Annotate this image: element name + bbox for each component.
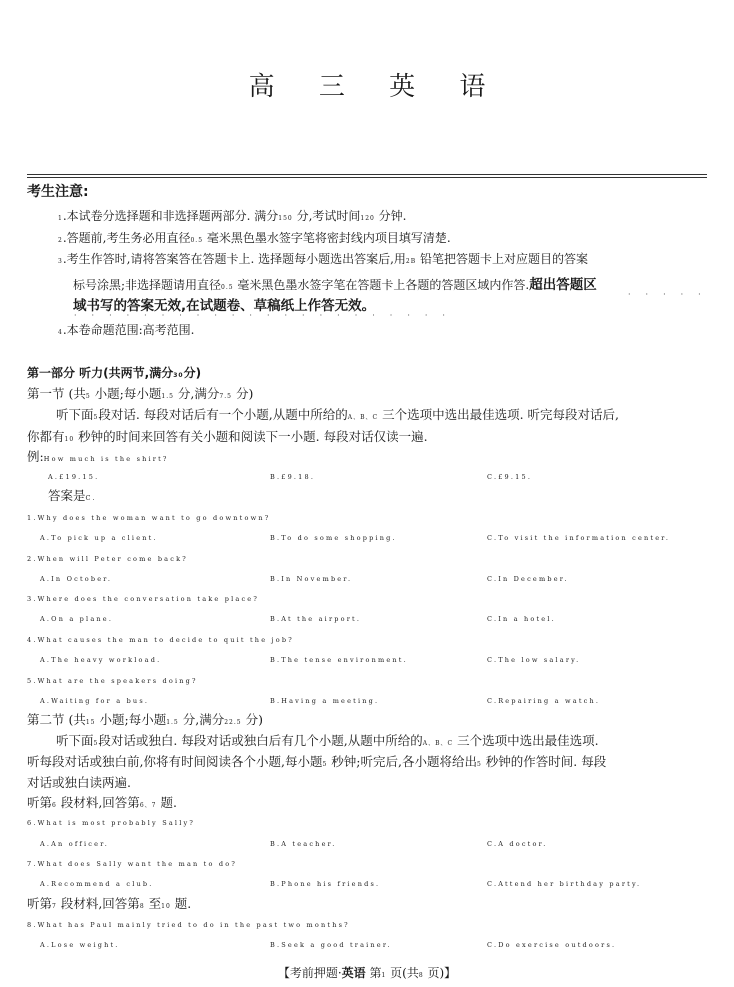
page-number: 1: [381, 972, 387, 979]
instr-text: 你都有: [27, 429, 65, 444]
count-value: 5: [93, 740, 99, 747]
instr-text: 段对话. 每段对话后有一个小题,从题中所给的: [98, 407, 348, 422]
instr-text: 秒钟;听完后,各小题将给出: [331, 754, 477, 769]
section1-instructions-line2: [27, 427, 428, 445]
footer-subject: 英语: [341, 966, 366, 980]
option-4a: A.The heavy workload.: [40, 656, 162, 664]
notice-item-3-line3: 域书写的答案无效,在试题卷、草稿纸上作答无效。: [73, 298, 376, 314]
option-1a: A.To pick up a client.: [40, 534, 158, 542]
option-3b: B.At the airport.: [270, 615, 362, 623]
footer-text: 页)】: [427, 966, 457, 980]
example-option-c: C.£9.15.: [487, 473, 533, 481]
heading-text: 题.: [174, 896, 192, 911]
emphasis-dots: ·····: [628, 290, 716, 299]
heading-text: 分,满分: [177, 386, 220, 401]
notice-title: 考生注意:: [27, 184, 89, 200]
material-7-heading: [27, 894, 191, 912]
material-number: 6: [52, 802, 57, 809]
heading-text: 至: [148, 896, 162, 911]
item-text: .本试卷分选择题和非选择题两部分. 满分: [62, 209, 279, 223]
section2-instructions-line3: 对话或独白读两遍.: [27, 775, 131, 790]
material-number: 7: [52, 903, 57, 910]
score-value: 7.5: [219, 393, 232, 400]
seconds-value: 10: [64, 436, 75, 443]
count-value: 5: [85, 393, 91, 400]
question-3: 3.Where does the conversation take place?: [27, 595, 260, 603]
question-7: 7.What does Sally want the man to do?: [27, 860, 238, 868]
score-value: 1.5: [161, 393, 174, 400]
footer-text: 【考前押题·: [277, 966, 342, 980]
option-6c: C.A doctor.: [487, 840, 548, 848]
question-range: 6、7: [139, 802, 157, 809]
option-4c: C.The low salary.: [487, 656, 581, 664]
item-text: 分钟.: [378, 209, 407, 223]
heading-text: 第二节 (共: [27, 712, 86, 727]
option-6b: B.A teacher.: [270, 840, 337, 848]
item-number: 2: [58, 237, 63, 244]
item-text: .考生作答时,请将答案答在答题卡上. 选择题每小题选出答案后,用: [62, 252, 406, 266]
score-value: 22.5: [224, 719, 242, 726]
item-text: 毫米黑色墨水签字笔在答题卡上各题的答题区域内作答.: [237, 278, 530, 292]
option-2a: A.In October.: [40, 575, 113, 583]
heading-text: 分): [183, 366, 202, 380]
heading-text: 分,满分: [182, 712, 225, 727]
item-number: 1: [58, 215, 63, 222]
example-option-a: A.£19.15.: [48, 473, 100, 481]
divider-line: [27, 177, 707, 178]
heading-text: 段材料,回答第: [60, 896, 140, 911]
diameter-value: 0.5: [190, 237, 204, 244]
page-total: 8: [418, 972, 424, 979]
question-5: 5.What are the speakers doing?: [27, 677, 198, 685]
question-8: 8.What has Paul mainly tried to do in the past two months?: [27, 921, 350, 929]
heading-text: 题.: [160, 795, 177, 810]
footer-text: 第: [369, 966, 382, 980]
instr-text: 秒钟的作答时间. 每段: [485, 754, 607, 769]
option-8b: B.Seek a good trainer.: [270, 941, 392, 949]
emphasis-dots: ······················: [74, 311, 460, 320]
section1-heading: [27, 384, 253, 402]
item-text: 铅笔把答题卡上对应题目的答案: [419, 252, 588, 266]
heading-text: 听第: [27, 896, 53, 911]
heading-text: 小题;每小题: [94, 386, 162, 401]
score-value: 1.5: [166, 719, 179, 726]
heading-text: 听第: [27, 795, 53, 810]
notice-item-3: [58, 250, 588, 267]
time-value: 120: [360, 215, 375, 222]
option-5a: A.Waiting for a bus.: [40, 697, 150, 705]
option-7a: A.Recommend a club.: [40, 880, 154, 888]
count-value: 15: [85, 719, 96, 726]
heading-text: 分): [235, 386, 254, 401]
item-text: 毫米黑色墨水签字笔将密封线内项目填写清楚.: [206, 231, 451, 245]
option-6a: A.An officer.: [40, 840, 110, 848]
count-value: 5: [93, 414, 99, 421]
option-5c: C.Repairing a watch.: [487, 697, 601, 705]
page-title: 高 三 英 语: [248, 72, 504, 102]
example-answer: [48, 486, 97, 504]
option-1c: C.To visit the information center.: [487, 534, 671, 542]
item-text: 分,考试时间: [296, 209, 361, 223]
divider-line: [27, 174, 707, 175]
option-5b: B.Having a meeting.: [270, 697, 380, 705]
notice-item-4: [58, 321, 195, 338]
part1-heading: [27, 364, 201, 381]
option-3c: C.In a hotel.: [487, 615, 556, 623]
question-4: 4.What causes the man to decide to quit the job?: [27, 636, 294, 644]
section2-instructions-line2: [27, 752, 606, 770]
option-8c: C.Do exercise outdoors.: [487, 941, 617, 949]
heading-text: 第一节 (共: [27, 386, 86, 401]
option-3a: A.On a plane.: [40, 615, 114, 623]
emphasis-text: 超出答题区: [529, 277, 597, 293]
item-text: .本卷命题范围:高考范围.: [62, 323, 195, 337]
instr-text: 听下面: [56, 407, 94, 422]
material-6-heading: [27, 793, 177, 811]
instr-text: 段对话或独白. 每段对话或独白后有几个小题,从题中所给的: [98, 733, 423, 748]
seconds-value: 5: [476, 761, 482, 768]
question-1: 1.Why does the woman want to go downtown?: [27, 514, 271, 522]
example-line: [27, 447, 169, 465]
options-label: A、B、C: [347, 414, 379, 421]
pencil-value: 2B: [405, 258, 417, 265]
instr-text: 听每段对话或独白前,你将有时间阅读各个小题,每小题: [27, 754, 323, 769]
heading-text: 小题;每小题: [99, 712, 167, 727]
score-value: 30: [173, 372, 184, 379]
question-2: 2.When will Peter come back?: [27, 555, 188, 563]
example-question: How much is the shirt?: [43, 455, 169, 463]
option-4b: B.The tense environment.: [270, 656, 408, 664]
instr-text: 三个选项中选出最佳选项. 听完每段对话后,: [382, 407, 620, 422]
section2-instructions-line1: [56, 731, 599, 749]
item-text: 标号涂黑;非选择题请用直径: [73, 278, 222, 292]
notice-item-3-line2: [73, 273, 597, 293]
example-option-b: B.£9.18.: [270, 473, 316, 481]
diameter-value: 0.5: [221, 284, 234, 291]
instr-text: 听下面: [56, 733, 94, 748]
question-range: 10: [161, 903, 171, 910]
section1-instructions-line1: [56, 405, 619, 423]
seconds-value: 5: [322, 761, 328, 768]
option-8a: A.Lose weight.: [40, 941, 120, 949]
option-7c: C.Attend her birthday party.: [487, 880, 642, 888]
instr-text: 秒钟的时间来回答有关小题和阅读下一小题. 每段对话仅读一遍.: [78, 429, 428, 444]
answer-label: 答案是: [48, 488, 86, 503]
option-2b: B.In November.: [270, 575, 353, 583]
footer-text: 页(共: [390, 966, 419, 980]
question-range: 8: [139, 903, 145, 910]
heading-text: 第一部分 听力(共两节,满分: [27, 366, 174, 380]
notice-item-2: [58, 229, 451, 246]
item-text: .答题前,考生务必用直径: [62, 231, 191, 245]
question-6: 6.What is most probably Sally?: [27, 819, 196, 827]
page-footer: [0, 964, 734, 981]
section2-heading: [27, 710, 263, 728]
instr-text: 三个选项中选出最佳选项.: [457, 733, 599, 748]
heading-text: 分): [245, 712, 263, 727]
option-7b: B.Phone his friends.: [270, 880, 381, 888]
answer-value: C.: [85, 494, 97, 502]
item-number: 3: [58, 258, 63, 265]
option-1b: B.To do some shopping.: [270, 534, 397, 542]
option-2c: C.In December.: [487, 575, 569, 583]
options-label: A、B、C: [422, 740, 454, 747]
example-label: 例:: [27, 449, 44, 464]
heading-text: 段材料,回答第: [60, 795, 140, 810]
score-value: 150: [278, 215, 293, 222]
item-number: 4: [58, 329, 63, 336]
notice-item-1: [58, 207, 407, 224]
